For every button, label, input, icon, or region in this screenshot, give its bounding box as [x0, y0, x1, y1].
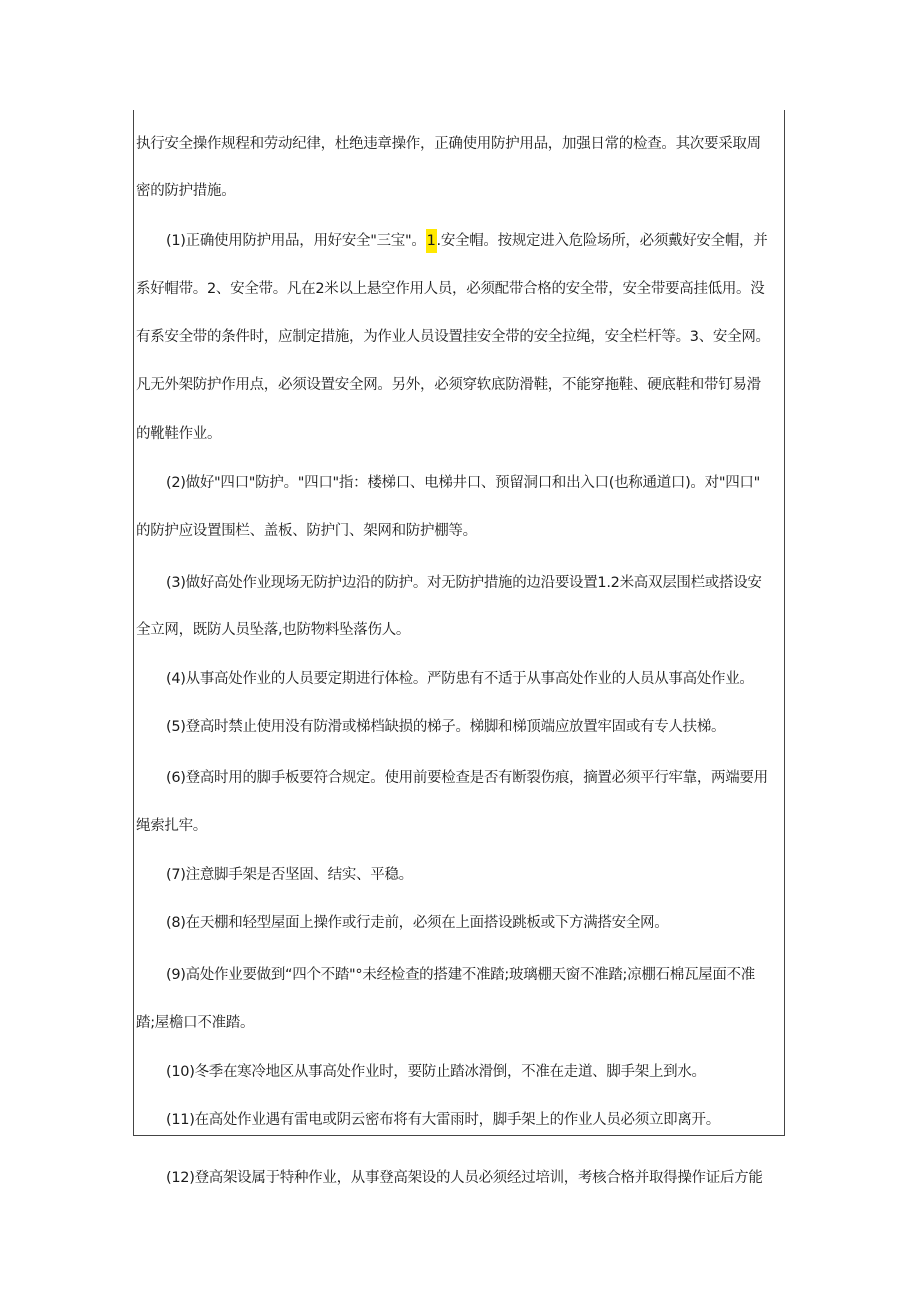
paragraph-1-first-line: [166, 228, 786, 254]
highlighted-text: 1: [426, 229, 437, 253]
text-line: 的靴鞋作业。: [136, 426, 222, 442]
text-line: (9)高处作业要做到“四个不踏"°未经检查的搭建不准踏;玻璃棚天窗不准踏;凉棚石棉瓦屋面不准: [166, 967, 755, 983]
text-line: (8)在天棚和轻型屋面上操作或行走前，必须在上面搭设跳板或下方满搭安全网。: [166, 915, 669, 931]
text-line: (11)在高处作业遇有雷电或阴云密布将有大雷雨时，脚手架上的作业人员必须立即离开。: [166, 1112, 720, 1128]
text-line: 执行安全操作规程和劳动纪律，杜绝违章操作，正确使用防护用品，加强日常的检查。其次要采取周: [136, 136, 761, 152]
text-line: 有系安全带的条件时，应制定措施，为作业人员设置挂安全带的安全拉绳，安全栏杆等。3、安全网。: [136, 329, 770, 345]
text-segment: (1)正确使用防护用品，用好安全"三宝"。: [166, 233, 426, 249]
text-line: 密的防护措施。: [136, 183, 236, 199]
text-line: (7)注意脚手架是否坚固、结实、平稳。: [166, 867, 413, 883]
text-line: 系好帽带。2、安全带。凡在2米以上悬空作用人员，必须配带合格的安全带，安全带要高挂低用。没: [136, 281, 765, 297]
text-line: (5)登高时禁止使用没有防滑或梯档缺损的梯子。梯脚和梯顶端应放置牢固或有专人扶梯。: [166, 719, 726, 735]
text-line: (4)从事高处作业的人员要定期进行体检。严防患有不适于从事高处作业的人员从事高处作业。: [166, 671, 754, 687]
text-segment: .安全帽。按规定进入危险场所，必须戴好安全帽，并: [436, 233, 768, 249]
text-line: (2)做好"四口"防护。"四口"指：楼梯口、电梯井口、预留洞口和出入口(也称通道口)。对"四口": [166, 475, 760, 491]
text-line: 踏;屋檐口不准踏。: [136, 1015, 255, 1031]
text-line: (10)冬季在寒冷地区从事高处作业时，要防止踏冰滑倒，不准在走道、脚手架上到水。: [166, 1064, 706, 1080]
text-line: 的防护应设置围栏、盖板、防护门、架网和防护棚等。: [136, 523, 477, 539]
text-line: 绳索扎牢。: [136, 818, 207, 834]
text-line: 全立网，既防人员坠落,也防物料坠落伤人。: [136, 622, 411, 638]
text-line: (3)做好高处作业现场无防护边沿的防护。对无防护措施的边沿要设置1.2米高双层围栏或搭设安: [166, 575, 762, 591]
text-line: (6)登高时用的脚手板要符合规定。使用前要检查是否有断裂伤痕，摘置必须平行牢靠，两端要用: [166, 770, 768, 786]
text-line: (12)登高架设属于特种作业，从事登高架设的人员必须经过培训，考核合格并取得操作证后方能: [166, 1170, 763, 1186]
text-line: 凡无外架防护作用点，必须设置安全网。另外，必须穿软底防滑鞋，不能穿拖鞋、硬底鞋和带钉易滑: [136, 377, 761, 393]
